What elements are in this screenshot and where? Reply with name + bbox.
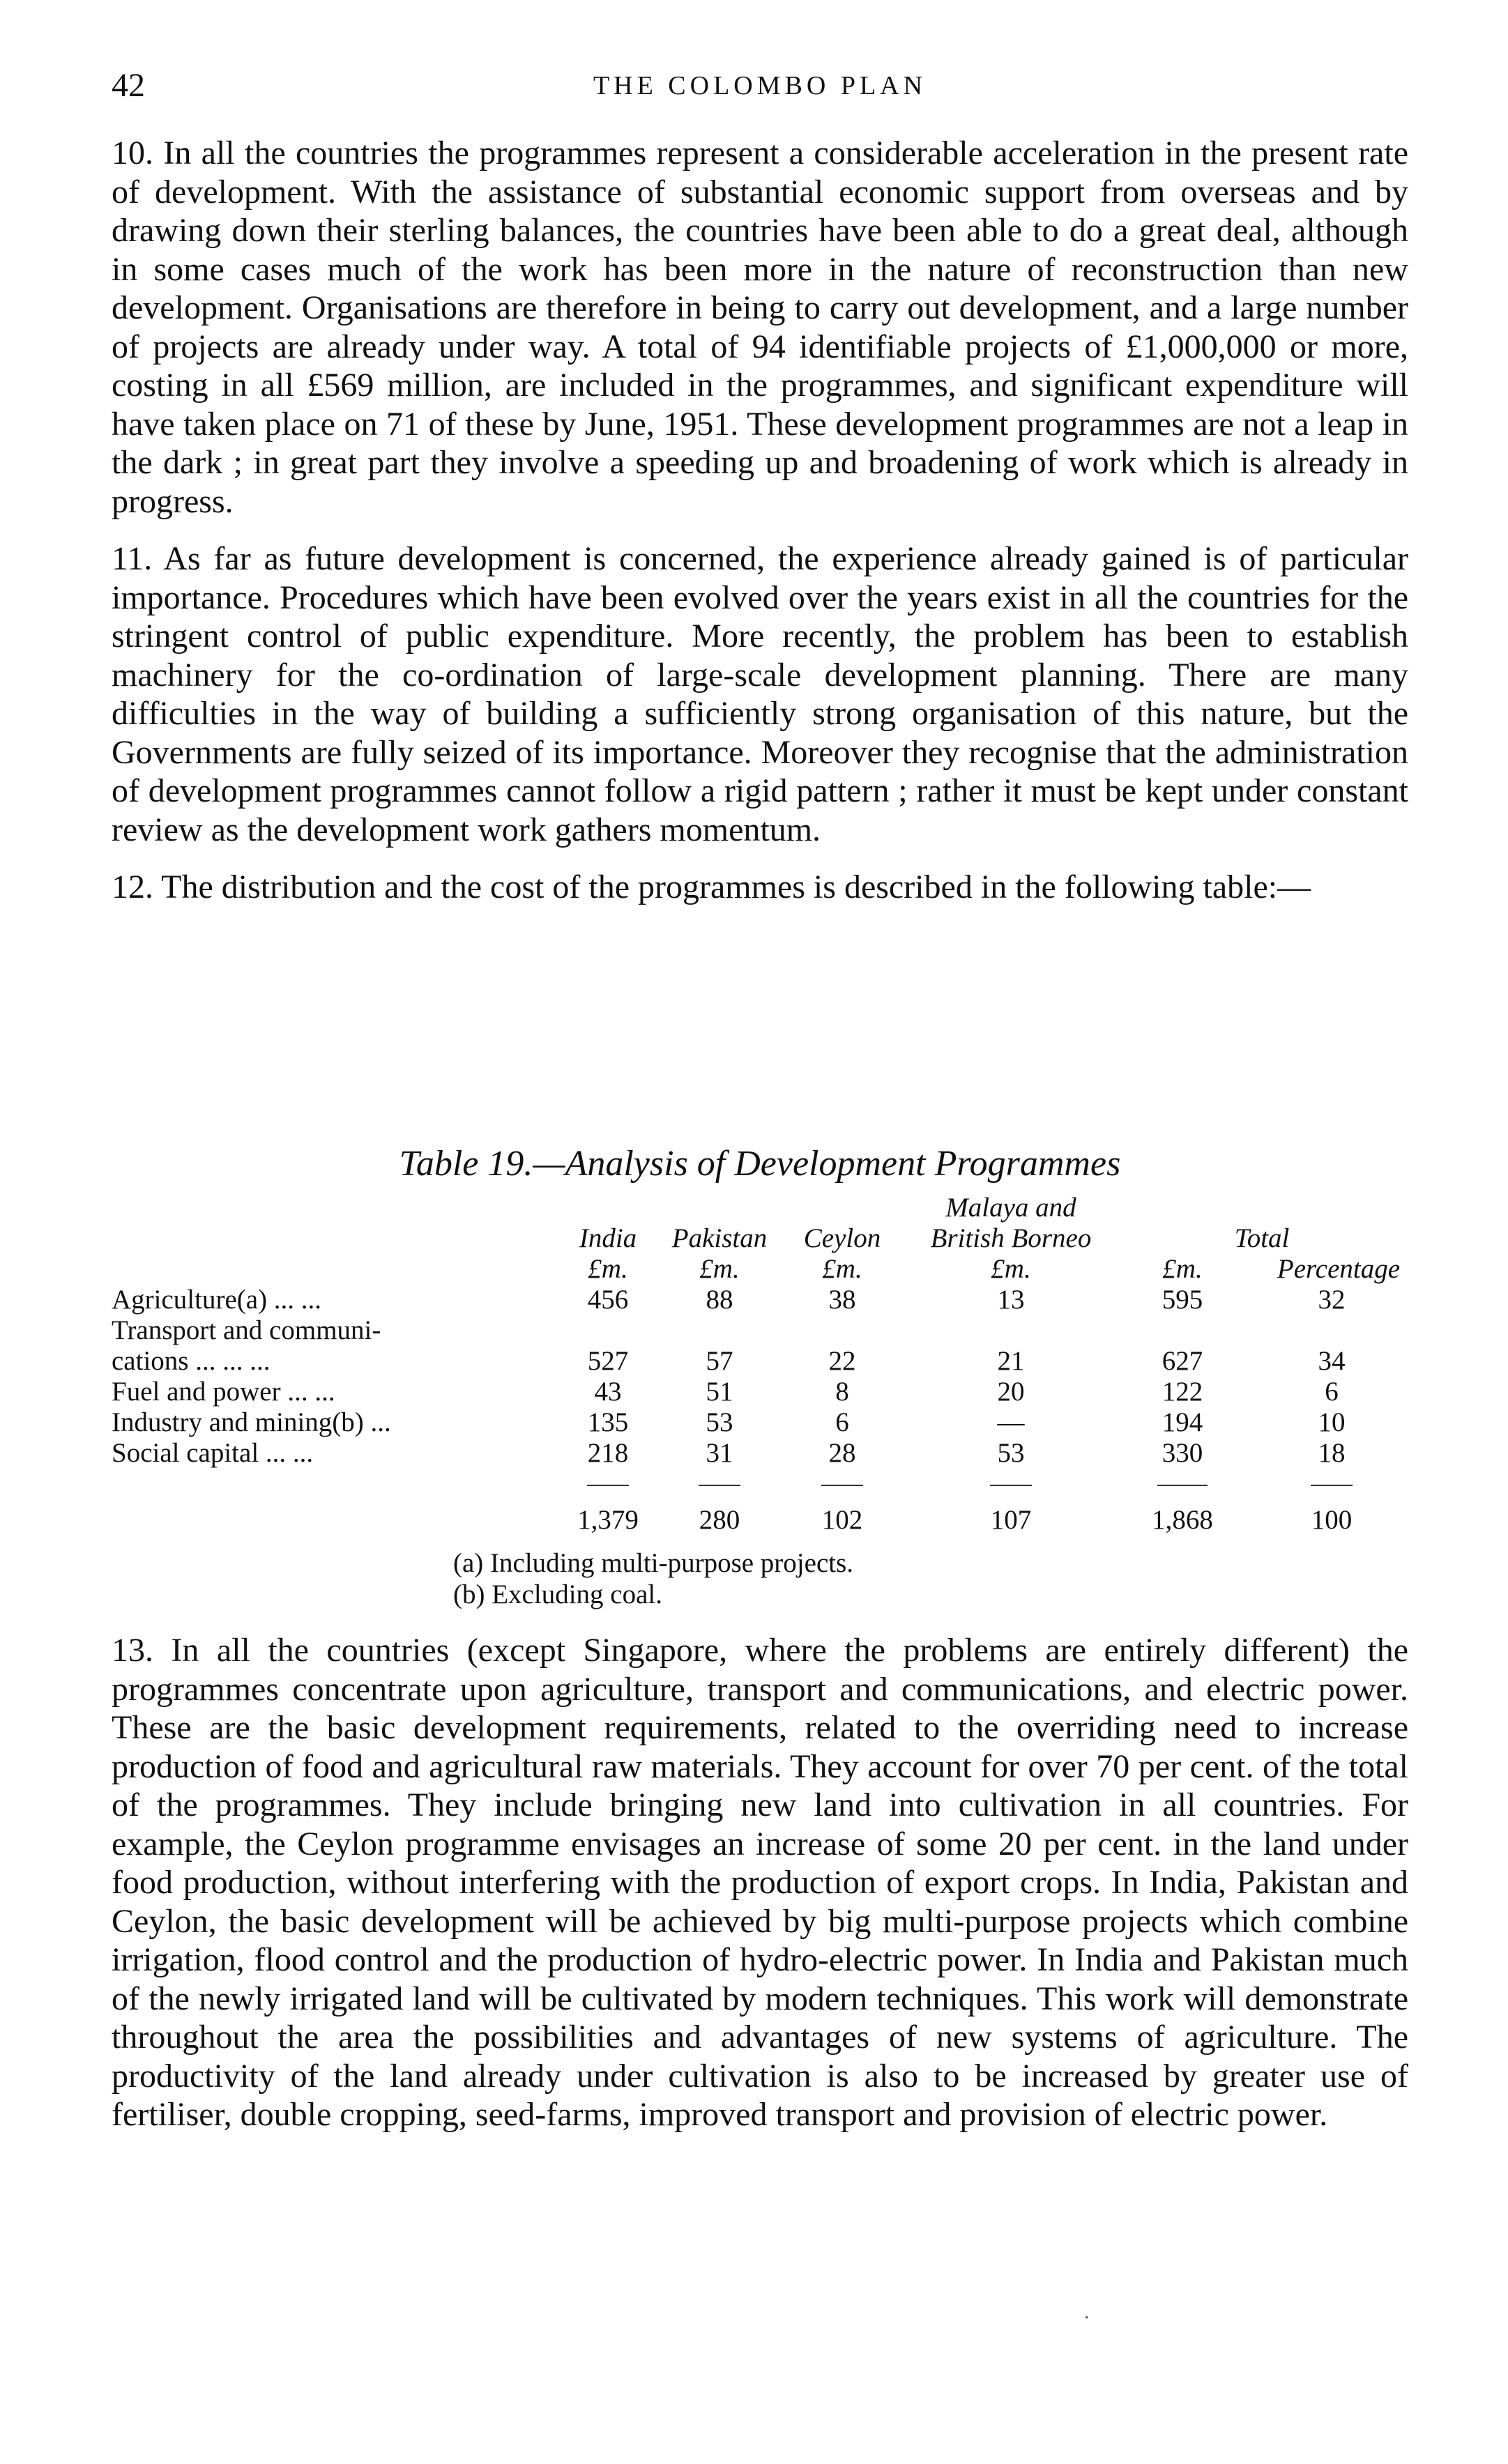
cell-agriculture-total: 595	[1162, 1285, 1203, 1315]
header-malaya-line1: Malaya and	[945, 1193, 1076, 1223]
row-label-agriculture: Agriculture(a) ... ...	[112, 1285, 322, 1315]
total-overall: 1,868	[1152, 1505, 1213, 1535]
cell-fuel-pakistan: 51	[706, 1377, 733, 1407]
page-number: 42	[112, 67, 145, 104]
rule-pakistan	[699, 1485, 740, 1486]
cell-social-ceylon: 28	[828, 1438, 856, 1468]
paragraph-10: 10. In all the countries the programmes represent a considerable acceleration in the present rate of development. With the assistance of substantial economic support from overseas and by drawing down their sterling balances, the countries have been able to do a great deal, although in some cases much of the work has been more in the nature of reconstruction than new development. Organisations are therefore in being to carry out development, and a large number of projects are already under way. A total of 94 identifiable projects of £1,000,000 or more, costing in all £569 million, are included in the programmes, and significant expenditure will have taken place on 71 of these by June, 1951. These development programmes are not a leap in the dark ; in great part they involve a speeding up and broadening of work which is already in progress.	[112, 135, 1408, 520]
header-ceylon: Ceylon	[803, 1223, 881, 1253]
footnote-b: (b) Excluding coal.	[453, 1579, 662, 1609]
cell-social-percentage: 18	[1318, 1438, 1346, 1468]
cell-fuel-total: 122	[1162, 1377, 1203, 1407]
cell-social-total: 330	[1162, 1438, 1203, 1468]
cell-transport-total: 627	[1162, 1346, 1203, 1376]
table-title-number: Table 19.	[399, 1144, 533, 1184]
total-percentage: 100	[1311, 1505, 1353, 1535]
total-ceylon: 102	[821, 1505, 863, 1535]
cell-industry-malaya: —	[997, 1407, 1025, 1437]
cell-industry-ceylon: 6	[835, 1407, 849, 1437]
rule-ceylon	[821, 1485, 863, 1486]
cell-transport-malaya: 21	[997, 1346, 1025, 1376]
development-table	[112, 1192, 1408, 1610]
cell-agriculture-malaya: 13	[997, 1285, 1025, 1315]
rule-india	[587, 1485, 629, 1486]
header-india: India	[579, 1223, 637, 1253]
header-total: Total	[1234, 1223, 1290, 1253]
rule-malaya	[990, 1485, 1032, 1486]
cell-transport-india: 527	[587, 1346, 629, 1376]
unit-total: £m.	[1162, 1254, 1203, 1284]
row-label-industry-mining: Industry and mining(b) ...	[112, 1407, 391, 1437]
cell-industry-pakistan: 53	[706, 1407, 733, 1437]
total-pakistan: 280	[699, 1505, 740, 1535]
cell-transport-pakistan: 57	[706, 1346, 733, 1376]
paragraph-12: 12. The distribution and the cost of the programmes is described in the following table:—	[112, 868, 1311, 905]
unit-india: £m.	[588, 1254, 628, 1284]
cell-social-pakistan: 31	[706, 1438, 733, 1468]
cell-agriculture-percentage: 32	[1318, 1285, 1346, 1315]
running-title: THE COLOMBO PLAN	[593, 71, 927, 100]
cell-agriculture-india: 456	[587, 1285, 629, 1315]
cell-agriculture-pakistan: 88	[706, 1285, 733, 1315]
cell-industry-india: 135	[587, 1407, 629, 1437]
footnote-a: (a) Including multi-purpose projects.	[453, 1548, 854, 1578]
row-label-transport-line1: Transport and communi-	[112, 1315, 381, 1345]
table-title	[112, 1143, 1408, 1184]
cell-agriculture-ceylon: 38	[828, 1285, 856, 1315]
table-title-text: —Analysis of Development Programmes	[533, 1144, 1121, 1184]
stray-mark: .	[1084, 2300, 1090, 2323]
unit-malaya: £m.	[991, 1254, 1031, 1284]
cell-social-india: 218	[587, 1438, 629, 1468]
page-header	[112, 66, 1408, 115]
rule-percentage	[1311, 1485, 1353, 1486]
unit-pakistan: £m.	[699, 1254, 740, 1284]
rule-total	[1157, 1485, 1208, 1486]
total-india: 1,379	[577, 1505, 639, 1535]
header-malaya-line2: British Borneo	[930, 1223, 1092, 1253]
total-malaya: 107	[990, 1505, 1032, 1535]
cell-industry-percentage: 10	[1318, 1407, 1346, 1437]
cell-fuel-percentage: 6	[1325, 1377, 1339, 1407]
cell-fuel-ceylon: 8	[835, 1377, 849, 1407]
paragraph-11: 11. As far as future development is concerned, the experience already gained is of particular importance. Procedures which have been evolved over the years exist in all the countries for the stringent control of public expenditure. More recently, the problem has been to establish machinery for the co-ordination of large-scale development planning. There are many difficulties in the way of building a sufficiently strong organisation of this nature, but the Governments are fully seized of its importance. Moreover they recognise that the administration of development programmes cannot follow a rigid pattern ; rather it must be kept under constant review as the development work gathers momentum.	[112, 540, 1408, 848]
cell-transport-percentage: 34	[1318, 1346, 1346, 1376]
paragraph-13: 13. In all the countries (except Singapore, where the problems are entirely different) the programmes concentrate upon agriculture, transport and communications, and electric power. These are the basic development requirements, related to the overriding need to increase production of food and agricultural raw materials. They account for over 70 per cent. of the total of the programmes. They include bringing new land into cultivation in all countries. For example, the Ceylon programme envisages an increase of some 20 per cent. in the land under food production, without interfering with the production of export crops. In India, Pakistan and Ceylon, the basic development will be achieved by big multi-purpose projects which combine irrigation, flood control and the production of hydro-electric power. In India and Pakistan much of the newly irrigated land will be cultivated by modern techniques. This work will demonstrate throughout the area the possibilities and advantages of new systems of agriculture. The productivity of the land already under cultivation is also to be increased by greater use of fertiliser, double cropping, seed-farms, improved transport and provision of electric power.	[112, 1632, 1408, 2133]
row-label-social-capital: Social capital ... ...	[112, 1438, 314, 1468]
cell-industry-total: 194	[1162, 1407, 1203, 1437]
cell-transport-ceylon: 22	[828, 1346, 856, 1376]
cell-fuel-india: 43	[594, 1377, 622, 1407]
header-percentage: Percentage	[1277, 1254, 1401, 1284]
row-label-fuel-power: Fuel and power ... ...	[112, 1377, 335, 1407]
body-text-top	[112, 134, 1408, 926]
row-label-transport: cations ... ... ...	[112, 1346, 271, 1376]
body-text-bottom	[112, 1631, 1408, 2153]
header-pakistan: Pakistan	[671, 1223, 768, 1253]
cell-fuel-malaya: 20	[997, 1377, 1025, 1407]
unit-ceylon: £m.	[822, 1254, 862, 1284]
cell-social-malaya: 53	[997, 1438, 1025, 1468]
